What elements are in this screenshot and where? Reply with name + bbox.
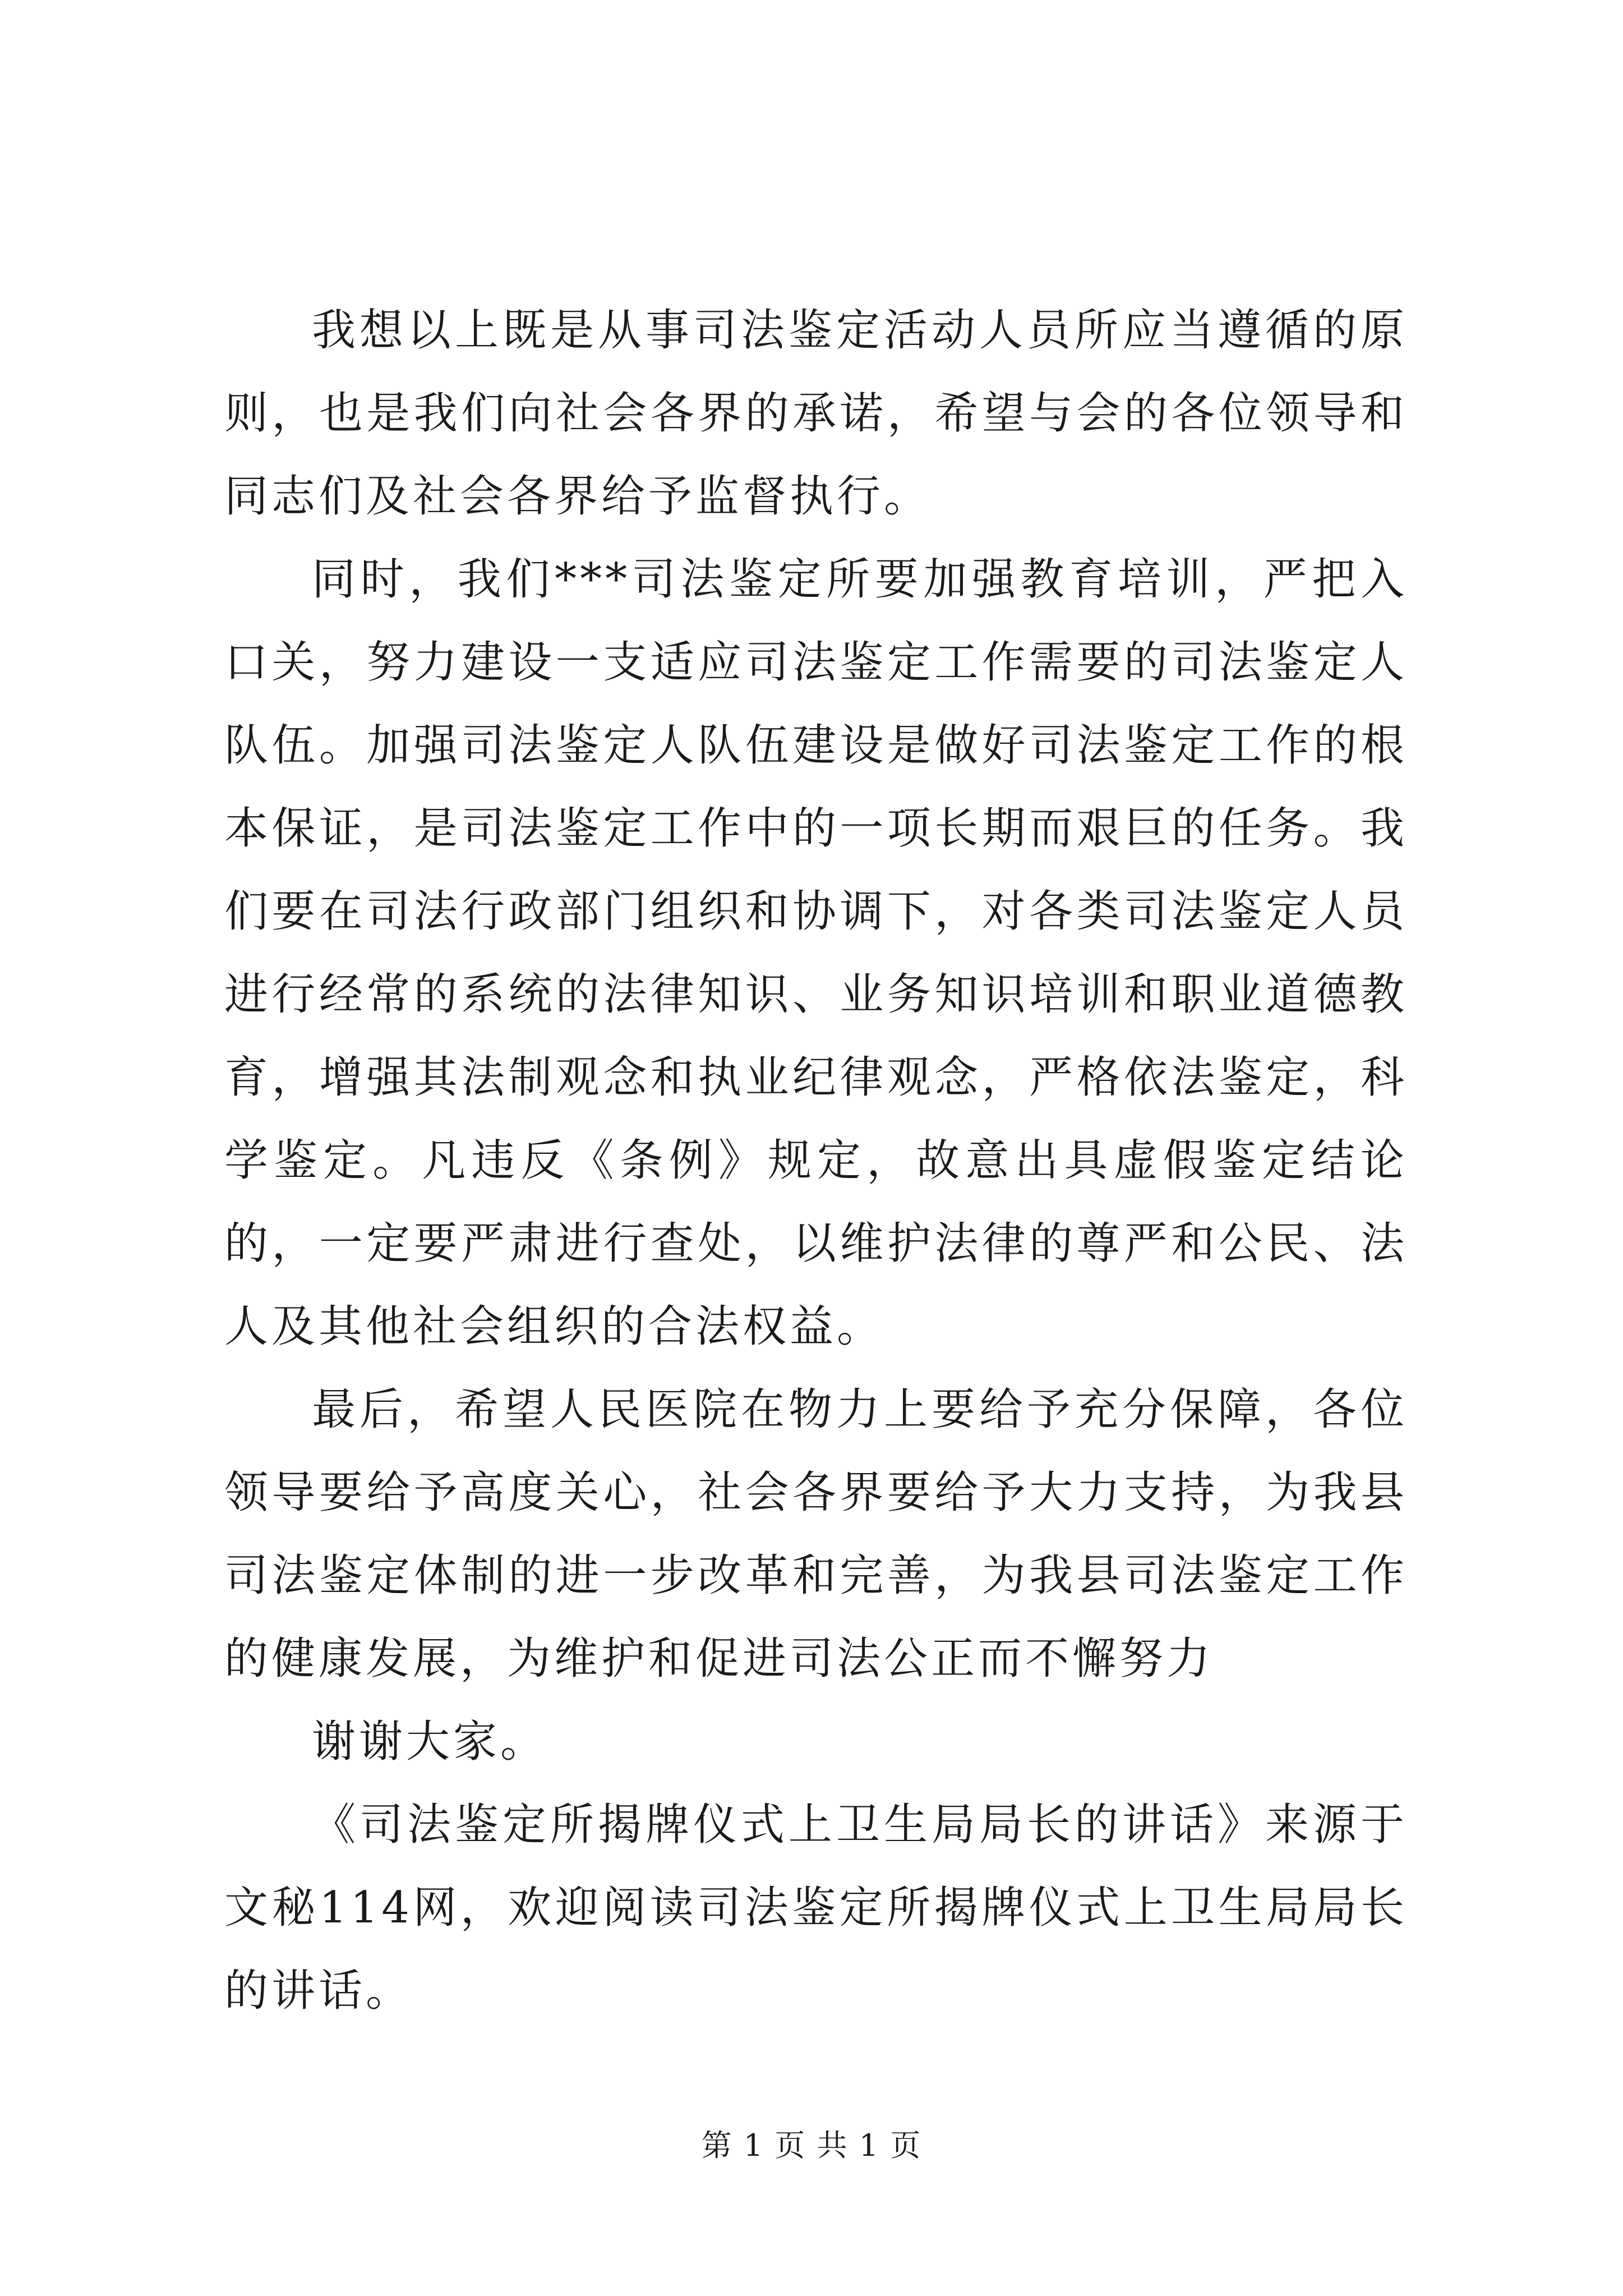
paragraph-training: 同时，我们***司法鉴定所要加强教育培训，严把入口关，努力建设一支适应司法鉴定工作需要的司法鉴定人队伍。加强司法鉴定人队伍建设是做好司法鉴定工作的根本保证，是司法鉴定工作中的一项长期而艰巨的任务。我们要在司法行政部门组织和协调下，对各类司法鉴定人员进行经常的系统的法律知识、业务知识培训和职业道德教育，增强其法制观念和执业纪律观念，严格依法鉴定，科学鉴定。凡违反《条例》规定，故意出具虚假鉴定结论的，一定要严肃进行查处，以维护法律的尊严和公民、法人及其他社会组织的合法权益。: [224, 554, 1408, 1352]
page-footer: 第 1 页 共 1 页: [701, 2128, 922, 2163]
paragraph-closing-principles: 我想以上既是从事司法鉴定活动人员所应当遵循的原则，也是我们向社会各界的承诺，希望与会的各位领导和同志们及社会各界给予监督执行。: [224, 305, 1408, 522]
paragraph-thanks: 谢谢大家。: [312, 1717, 548, 1767]
paragraph-source-note: 《司法鉴定所揭牌仪式上卫生局局长的讲话》来源于文秘114网，欢迎阅读司法鉴定所揭牌仪式上卫生局局长的讲话。: [224, 1800, 1408, 2016]
paragraph-final-hope: 最后，希望人民医院在物力上要给予充分保障，各位领导要给予高度关心，社会各界要给予大力支持，为我县司法鉴定体制的进一步改革和完善，为我县司法鉴定工作的健康发展，为维护和促进司法公正而不懈努力: [224, 1384, 1408, 1684]
document-body: [224, 289, 1408, 2032]
